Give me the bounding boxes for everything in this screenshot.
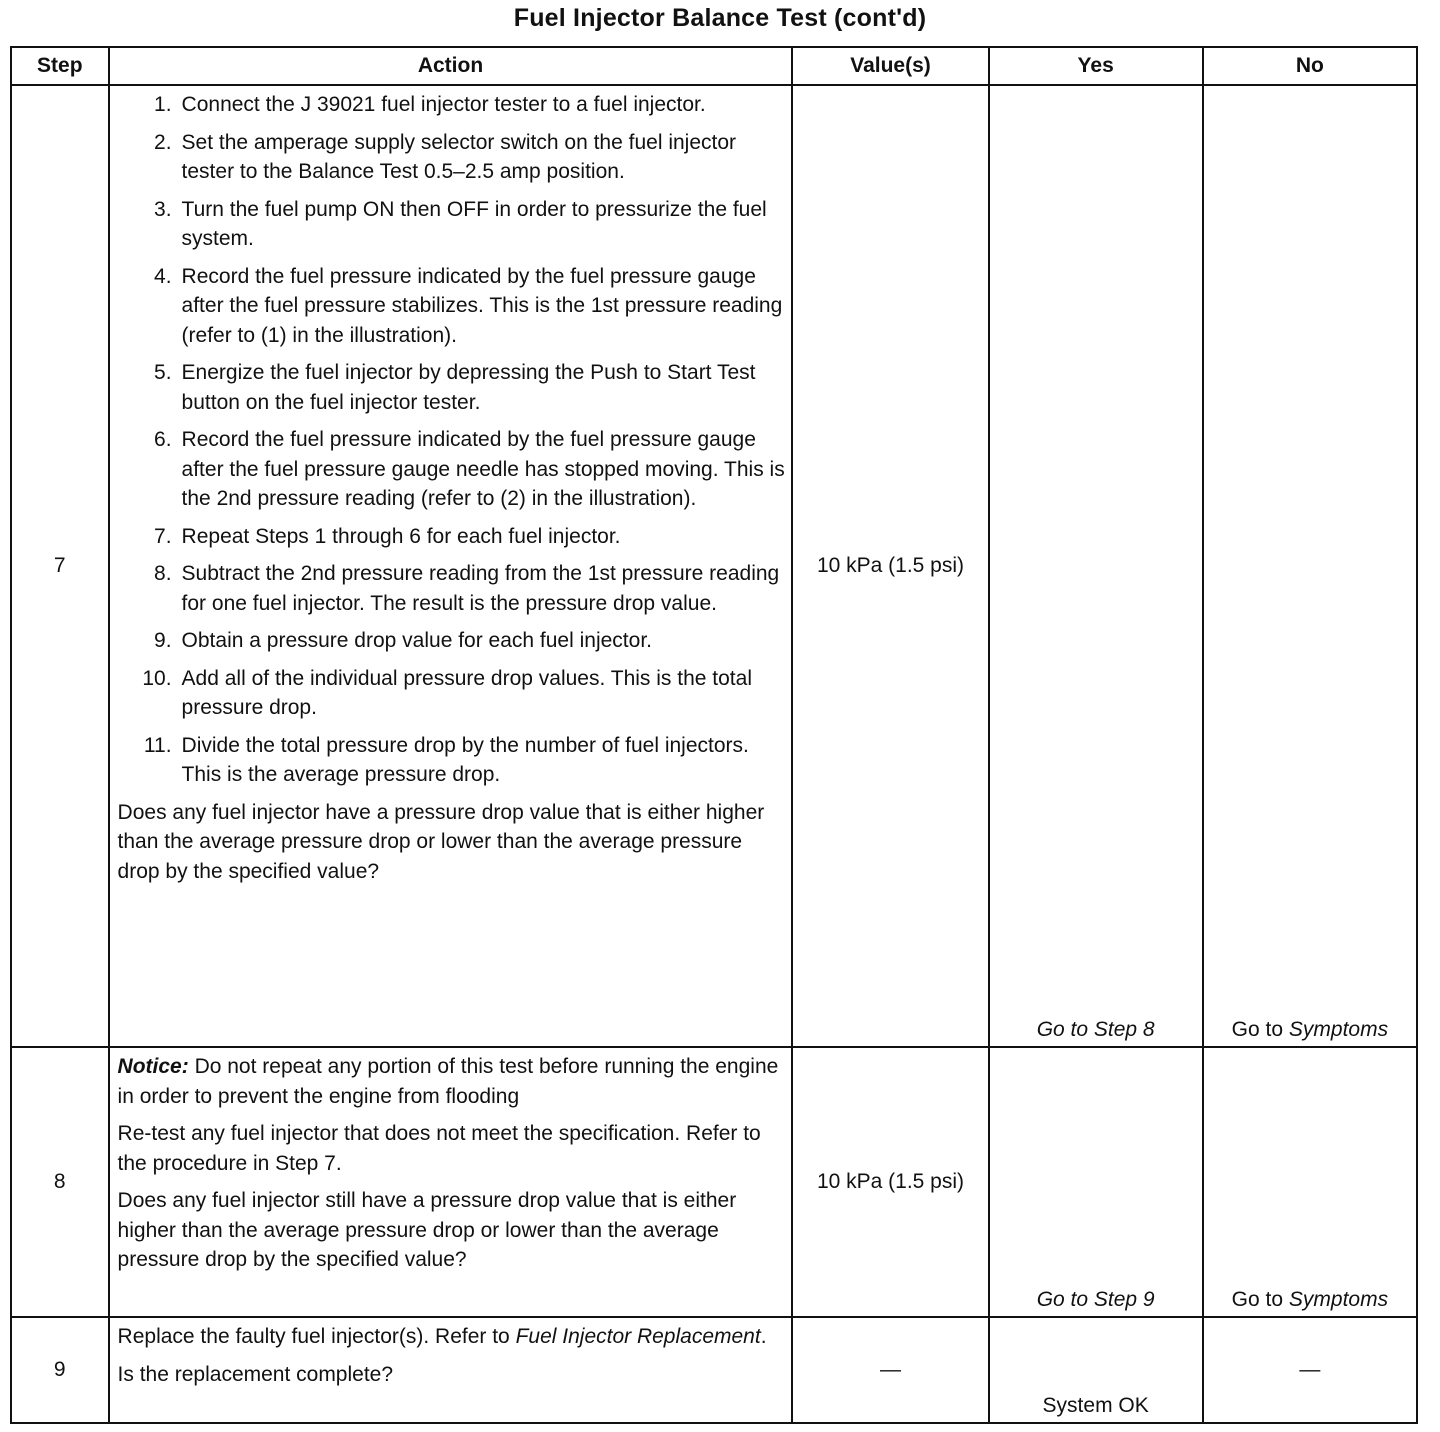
item-text: Obtain a pressure drop value for each fuel injector.	[181, 629, 652, 652]
item-text: Subtract the 2nd pressure reading from the 1st pressure reading for one fuel injector. The result is the pressure drop value.	[181, 562, 780, 615]
yes-action: Go to Step 8	[1036, 1017, 1155, 1041]
yes-action: System OK	[1042, 1393, 1149, 1417]
no-action-prefix: Go to	[1231, 1017, 1284, 1041]
header-yes: Yes	[989, 47, 1203, 85]
no-action-link: Symptoms	[1288, 1287, 1389, 1311]
item-text: Record the fuel pressure indicated by the fuel pressure gauge after the fuel pressure stabilizes. This is the 1st pressure reading (refer to (1) in the illustration).	[181, 264, 783, 347]
notice-label: Notice:	[117, 1055, 189, 1078]
list-item	[118, 522, 788, 552]
item-text: Repeat Steps 1 through 6 for each fuel injector.	[181, 524, 621, 548]
list-item	[118, 559, 788, 618]
item-number: 10.	[142, 666, 172, 690]
retest-paragraph: Re-test any fuel injector that does not meet the specification. Refer to the procedure in Step 7.	[117, 1122, 761, 1175]
yes-cell	[989, 1047, 1203, 1317]
list-item	[118, 664, 788, 723]
step-number: 7	[11, 85, 109, 1047]
action-cell	[109, 85, 793, 1047]
table-row	[11, 1047, 1417, 1317]
item-text: Energize the fuel injector by depressing the Push to Start Test button on the fuel injector tester.	[181, 361, 756, 414]
list-item	[118, 731, 788, 790]
step-number: 9	[11, 1317, 109, 1423]
step-question: Does any fuel injector have a pressure drop value that is either higher than the average pressure drop or lower than the average pressure drop by the specified value?	[117, 800, 765, 883]
header-values: Value(s)	[792, 47, 988, 85]
action-cell	[109, 1317, 793, 1423]
page-title: Fuel Injector Balance Test (cont'd)	[513, 4, 927, 32]
item-text: Divide the total pressure drop by the number of fuel injectors. This is the average pressure drop.	[181, 733, 749, 786]
header-no: No	[1203, 47, 1417, 85]
replace-text: Replace the faulty fuel injector(s). Refer to	[117, 1325, 510, 1348]
list-item	[118, 90, 788, 120]
no-cell	[1203, 85, 1417, 1047]
header-action: Action	[109, 47, 793, 85]
item-number: 5.	[154, 361, 172, 384]
notice-text: Do not repeat any portion of this test before running the engine in order to prevent the engine from flooding	[117, 1055, 779, 1108]
step-question: Does any fuel injector still have a pressure drop value that is either higher than the average pressure drop or lower than the average pressure drop by the specified value?	[117, 1189, 737, 1271]
replace-link: Fuel Injector Replacement	[515, 1325, 761, 1348]
table-row	[11, 1317, 1417, 1423]
step-question: Is the replacement complete?	[117, 1362, 394, 1386]
item-number: 8.	[154, 562, 172, 585]
table-header-row	[11, 47, 1417, 85]
list-item	[118, 626, 788, 656]
value-cell: 10 kPa (1.5 psi)	[792, 85, 988, 1047]
item-number: 11.	[143, 733, 172, 757]
action-cell	[109, 1047, 793, 1317]
replace-suffix: .	[760, 1325, 767, 1348]
list-item	[118, 128, 788, 187]
list-item	[118, 425, 788, 514]
item-number: 4.	[154, 264, 172, 288]
item-number: 6.	[154, 428, 172, 451]
table-row	[11, 85, 1417, 1047]
notice-paragraph	[118, 1052, 788, 1111]
value-cell: 10 kPa (1.5 psi)	[792, 1047, 988, 1317]
diagnostic-table	[10, 46, 1418, 1424]
yes-action: Go to Step 9	[1036, 1287, 1155, 1311]
item-text: Set the amperage supply selector switch on the fuel injector tester to the Balance Test 0.5–2.5 amp position.	[181, 130, 737, 183]
no-action-link: Symptoms	[1288, 1017, 1389, 1041]
item-text: Record the fuel pressure indicated by the fuel pressure gauge after the fuel pressure gauge needle has stopped moving. This is the 2nd pressure reading (refer to (2) in the illustration).	[181, 428, 785, 510]
item-number: 3.	[154, 197, 172, 221]
item-text: Add all of the individual pressure drop values. This is the total pressure drop.	[181, 666, 752, 719]
item-number: 2.	[154, 130, 172, 154]
replace-paragraph	[118, 1322, 788, 1352]
item-text: Turn the fuel pump ON then OFF in order to pressurize the fuel system.	[181, 197, 767, 250]
item-number: 9.	[154, 629, 172, 652]
step-number: 8	[11, 1047, 109, 1317]
no-cell: —	[1203, 1317, 1417, 1423]
action-step-list	[118, 90, 788, 790]
header-step: Step	[11, 47, 109, 85]
item-number: 1.	[154, 93, 172, 116]
yes-cell	[989, 85, 1203, 1047]
list-item	[118, 358, 788, 417]
yes-cell	[989, 1317, 1203, 1423]
no-action-prefix: Go to	[1231, 1287, 1284, 1311]
item-text: Connect the J 39021 fuel injector tester to a fuel injector.	[181, 93, 706, 116]
item-number: 7.	[154, 524, 172, 548]
no-cell	[1203, 1047, 1417, 1317]
list-item	[118, 262, 788, 351]
value-cell: —	[792, 1317, 988, 1423]
list-item	[118, 195, 788, 254]
